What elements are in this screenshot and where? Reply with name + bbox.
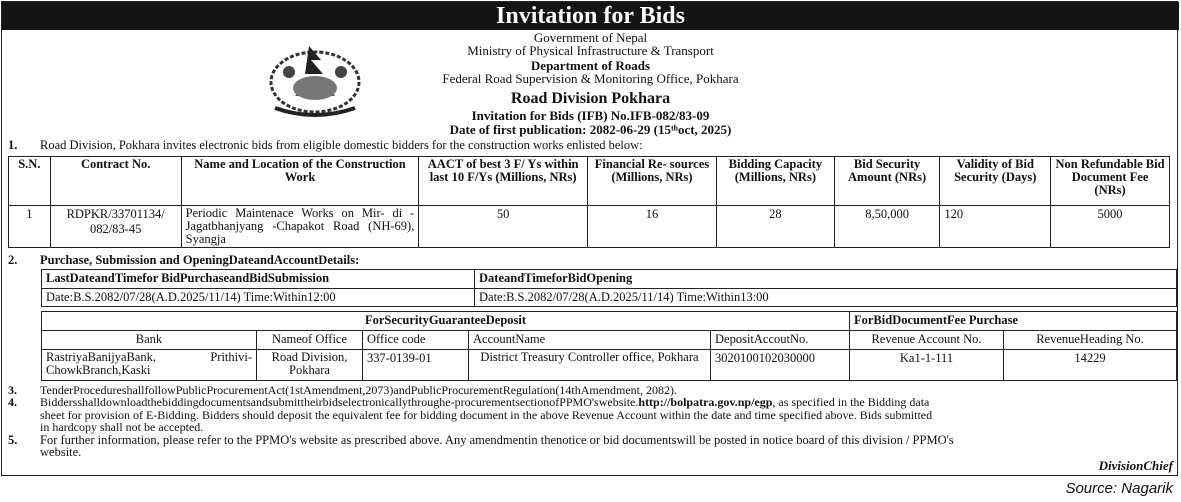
nepal-emblem-icon: [265, 38, 365, 120]
item-text: For further information, please refer to the PPMO's website as prescribed above. Any amendmentin thenotice or bid documentswill be posted in notice board of this division / PPMO's: [40, 433, 954, 447]
table-row: [9, 206, 1170, 248]
table-cell: Periodic Maintenace Works on Mir- di - Jagatbhanjyang -Chapakot Road (NH-69), Syangja: [181, 206, 419, 248]
table-cell: 3020100102030000: [711, 350, 850, 381]
item-text: Purchase, Submission and OpeningDateandAccountDetails:: [40, 253, 360, 267]
item-text: Road Division, Pokhara invites electronic bids from eligible domestic bidders for the construction works enlisted below:: [40, 138, 643, 152]
item-4-line-3: in hardcopy shall not be accepted.: [40, 420, 204, 434]
header-ministry: Ministry of Physical Infrastructure & Transport: [467, 43, 714, 58]
table-cell: 8,50,000: [834, 206, 940, 248]
table-cell: RDPKR/33701134/ 082/83-45: [50, 206, 181, 248]
item-4: [8, 396, 929, 408]
table-row: [42, 289, 1177, 307]
accounts-table: [41, 311, 1177, 381]
header-publication-date: Date of first publication: 2082-06-29 (15ᵗʰoct, 2025): [449, 122, 732, 137]
table-header-row: [9, 157, 1170, 206]
column-header: Name and Location of the Construction Work: [181, 157, 419, 206]
column-header: Bidding Capacity (Millions, NRs): [716, 157, 834, 206]
table-cell: RastriyaBanijyaBank, Prithivi- ChowkBranch,Kaski: [42, 350, 257, 381]
table-cell: Road Division, Pokhara: [257, 350, 363, 381]
item-text: , as specified in the Bidding data: [772, 395, 930, 409]
table-cell: 14229: [1004, 350, 1177, 381]
column-header: RevenueHeading No.: [1004, 331, 1177, 350]
column-header: S.N.: [9, 157, 51, 206]
column-header: Bid Security Amount (NRs): [834, 157, 940, 206]
table-cell: 50: [419, 206, 588, 248]
table-row: [42, 270, 1177, 289]
header-department: Department of Roads: [530, 58, 651, 73]
item-2: [8, 254, 359, 266]
column-header: Bank: [42, 331, 257, 350]
item-text: TenderProcedureshallfollowPublicProcurementAct(1stAmendment,2073)andPublicProcurementRegulation(14thAmendment, 2082).: [40, 383, 678, 397]
column-header: Non Refundable Bid Document Fee (NRs): [1051, 157, 1170, 206]
column-header: Contract No.: [50, 157, 181, 206]
column-header: AccountName: [469, 331, 711, 350]
item-5: [8, 434, 954, 446]
table-cell: District Treasury Controller office, Pokhara: [469, 350, 711, 381]
item-text: Biddersshalldownloadthebiddingdocumentsandsubmittheirbidselectronicallythroughe-procurementsectionofPPMO'swebsite.: [40, 395, 639, 409]
fee-purchase-header: ForBidDocumentFee Purchase: [850, 312, 1177, 331]
header-government: Government of Nepal: [533, 30, 648, 45]
table-cell: 5000: [1051, 206, 1170, 248]
item-number: 3.: [8, 383, 17, 397]
column-header: AACT of best 3 F/ Ys within last 10 F/Ys (Millions, NRs): [419, 157, 588, 206]
column-header: Validity of Bid Security (Days): [940, 157, 1051, 206]
column-header: DepositAccoutNo.: [711, 331, 850, 350]
purchase-submission-header: LastDateandTimefor BidPurchaseandBidSubmission: [42, 270, 475, 289]
notice-title: Invitation for Bids: [2, 2, 1179, 30]
contracts-table: [8, 156, 1170, 248]
item-number: 1.: [8, 138, 18, 152]
item-1: [8, 139, 643, 151]
signature-division-chief: DivisionChief: [1098, 458, 1173, 473]
table-row: [42, 312, 1177, 331]
item-5-line-2: website.: [40, 445, 82, 459]
submission-date-cell: Date:B.S.2082/07/28(A.D.2025/11/14) Time:Within12:00: [42, 289, 475, 307]
table-cell: 120: [940, 206, 1051, 248]
table-cell: 337-0139-01: [363, 350, 469, 381]
table-cell: Ka1-1-111: [850, 350, 1004, 381]
header-division: Road Division Pokhara: [510, 90, 671, 107]
item-4-line-2: sheet for provision of E-Bidding. Bidders should deposit the equivalent fee for bidding document in the above Revenue Account within the date and time specified above. Bids submitted: [40, 408, 933, 422]
column-header: Nameof Office: [257, 331, 363, 350]
column-header: Revenue Account No.: [850, 331, 1004, 350]
opening-date-cell: Date:B.S.2082/07/28(A.D.2025/11/14) Time:Within13:00: [475, 289, 1177, 307]
table-cell: 1: [9, 206, 51, 248]
header-office: Federal Road Supervision & Monitoring Office, Pokhara: [442, 71, 739, 86]
table-row: [42, 350, 1177, 381]
header-ifb: Invitation for Bids (IFB) No.IFB-082/83-09: [471, 108, 710, 123]
table-row: [42, 331, 1177, 350]
column-header: Financial Re- sources (Millions, NRs): [587, 157, 716, 206]
item-number: 2.: [8, 253, 18, 267]
dates-table: [41, 269, 1177, 307]
item-number: 5.: [8, 433, 18, 447]
column-header: Office code: [363, 331, 469, 350]
source-caption: Source: Nagarik: [1065, 480, 1173, 497]
security-deposit-header: ForSecurityGuaranteeDeposit: [42, 312, 850, 331]
table-cell: 16: [587, 206, 716, 248]
item-number: 4.: [8, 395, 17, 409]
opening-header: DateandTimeforBidOpening: [475, 270, 1177, 289]
ppmo-website-link[interactable]: http://bolpatra.gov.np/egp: [638, 395, 773, 409]
table-cell: 28: [716, 206, 834, 248]
